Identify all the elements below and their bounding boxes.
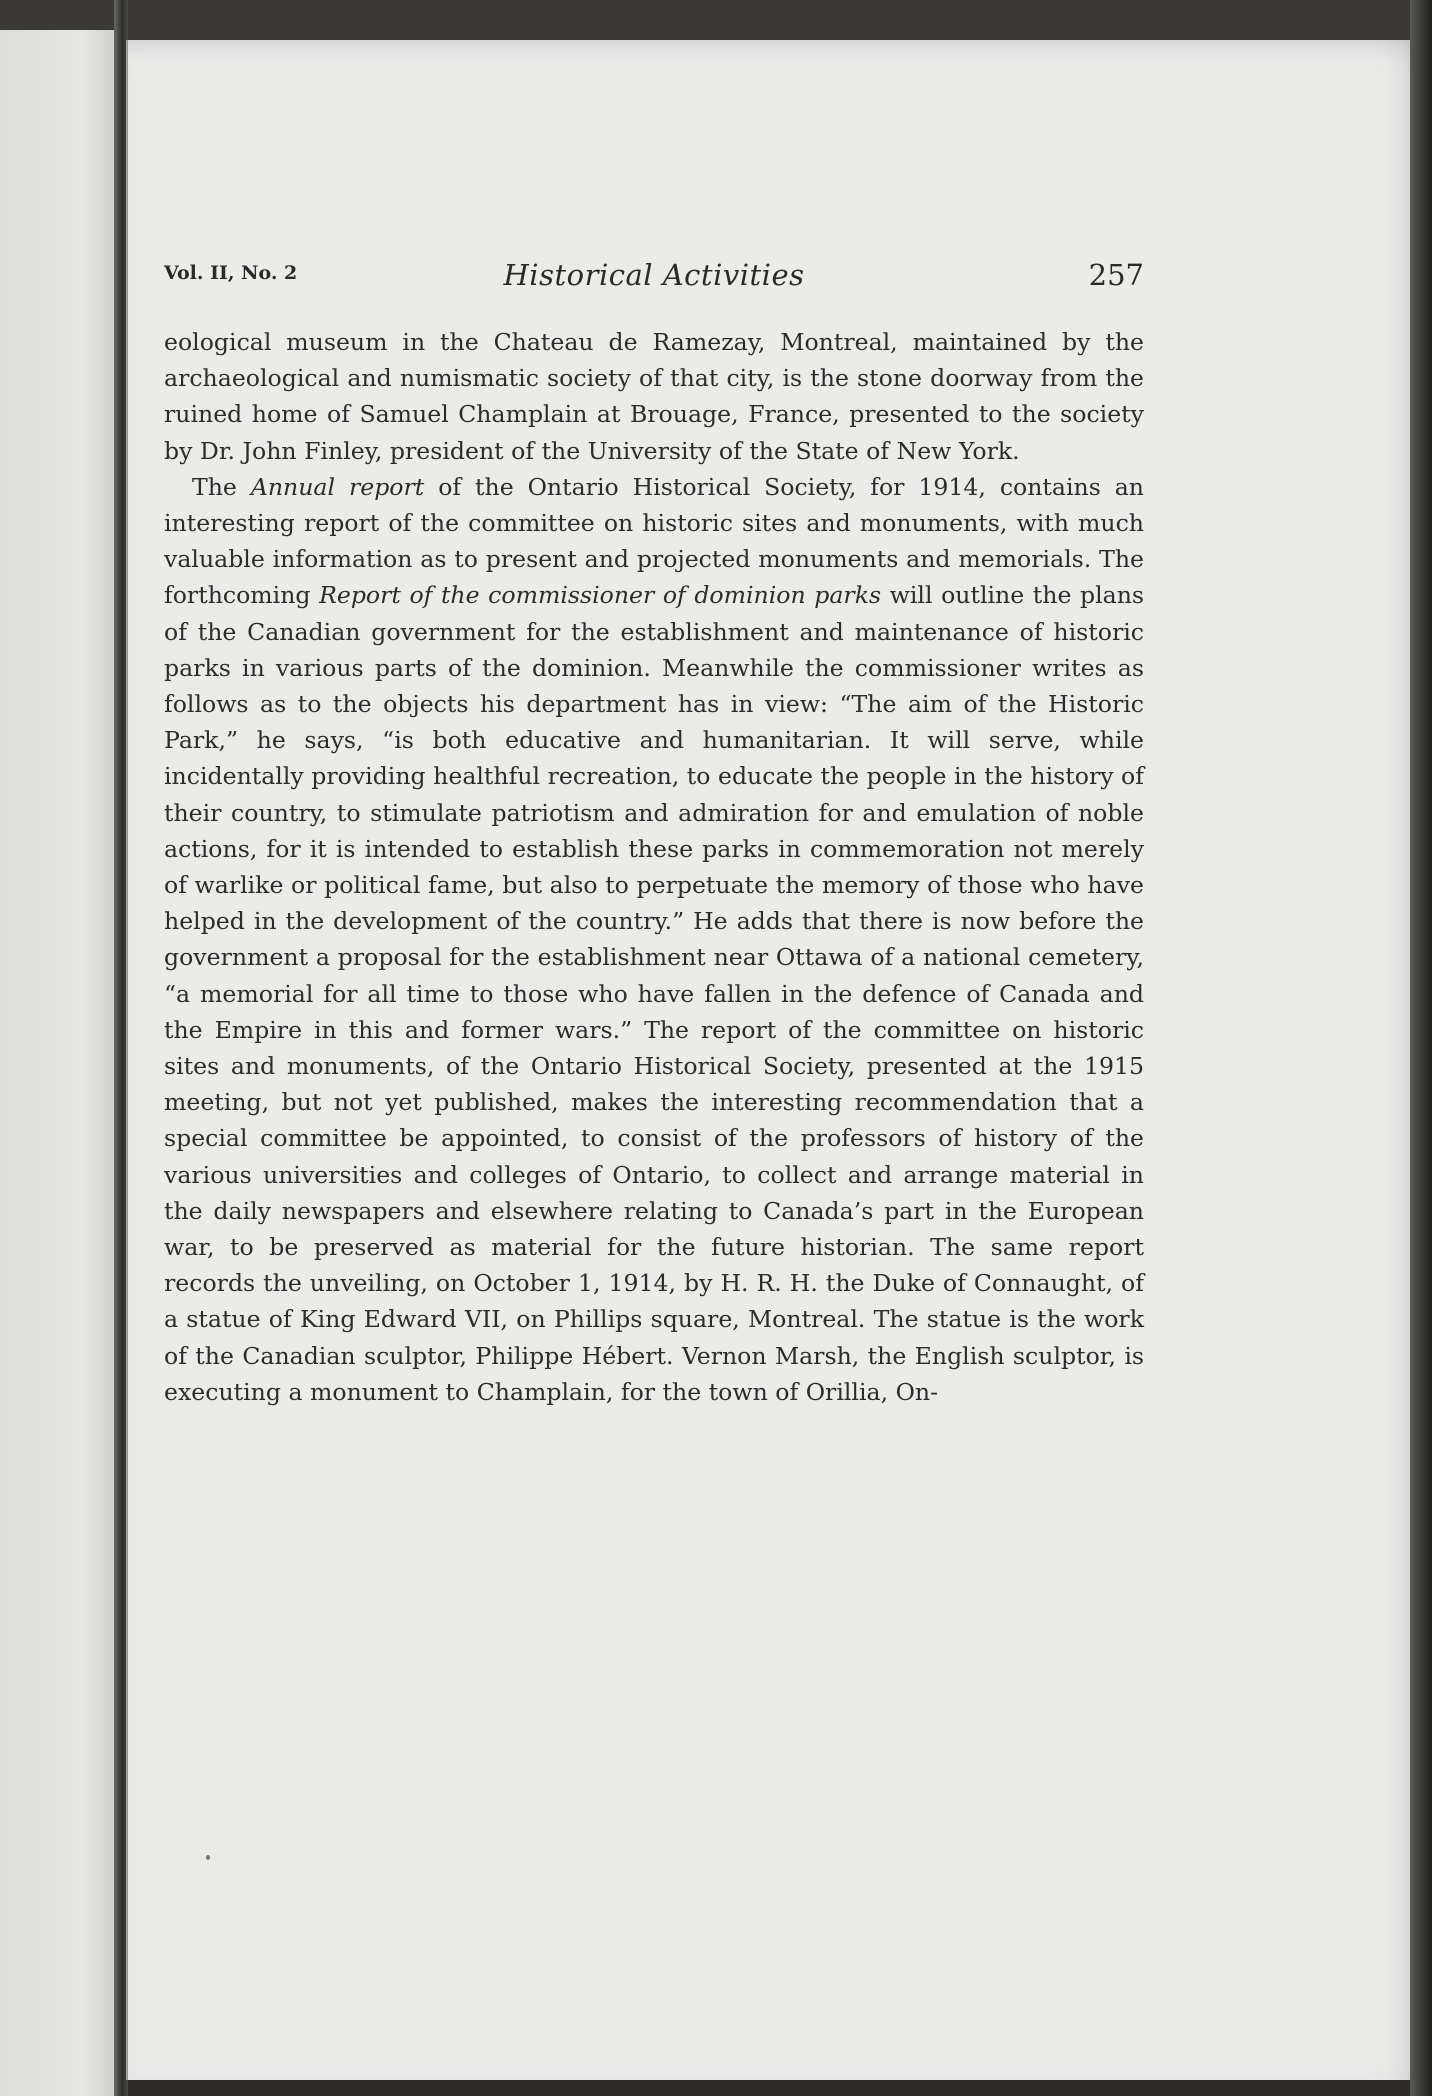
previous-page-edge (0, 30, 121, 2096)
paragraph-1: eological museum in the Chateau de Ramezay, Montreal, maintained by the archaeological and numismatic society of that city, is the stone doorway from the ruined home of Samuel Champlain at Brouage, France, presented to the society by Dr. John Finley, president of the University of the State of New York. (164, 328, 1144, 465)
page-body (164, 324, 1144, 1410)
volume-label: Vol. II, No. 2 (164, 262, 298, 284)
page-number: 257 (1088, 258, 1144, 292)
page-right-shadow (1410, 0, 1432, 2096)
paragraph-2-part-b: of the Ontario Historical Society, for 1914, contains an interesting report of the committee on historic sites and monuments, with much valuable information as to present and projected monuments and memorials. The forthcoming (164, 472, 1145, 610)
annual-report-title: Annual report (250, 472, 425, 501)
commissioner-report-title: Report of the commissioner of dominion parks (319, 581, 882, 610)
scan-speck (206, 1855, 210, 1860)
paragraph-2-part-a: The (192, 472, 251, 501)
running-title: Historical Activities (503, 258, 805, 292)
page-header (164, 258, 1144, 298)
paragraph-2-part-c: will outline the plans of the Canadian government for the establishment and maintenance of historic parks in various parts of the dominion. Meanwhile the commissioner writes as follows as to the objects his department has in view: “The aim of the Historic Park,” he says, “is both educative and humanitarian. It will serve, while incidentally providing healthful recreation, to educate the people in the history of their country, to stimulate patriotism and admiration for and emulation of noble actions, for it is intended to establish these parks in commemoration not merely of warlike or political fame, but also to perpetuate the memory of those who have helped in the development of the country.” He adds that there is now before the government a proposal for the establishment near Ottawa of a national cemetery, “a memorial for all time to those who have fallen in the defence of Canada and the Empire in this and former wars.” The report of the committee on historic sites and monuments, of the Ontario Historical Society, presented at the 1915 meeting, but not yet published, makes the interesting recommendation that a special committee be appointed, to consist of the professors of history of the various universities and colleges of Ontario, to collect and arrange material in the daily newspapers and elsewhere relating to Canada’s part in the European war, to be preserved as material for the future historian. The same report records the unveiling, on October 1, 1914, by H. R. H. the Duke of Connaught, of a statue of King Edward VII, on Phillips square, Montreal. The statue is the work of the Canadian sculptor, Philippe Hébert. Vernon Marsh, the English sculptor, is executing a monument to Champlain, for the town of Orillia, On- (164, 581, 1145, 1406)
paragraph-2 (164, 469, 1144, 1410)
